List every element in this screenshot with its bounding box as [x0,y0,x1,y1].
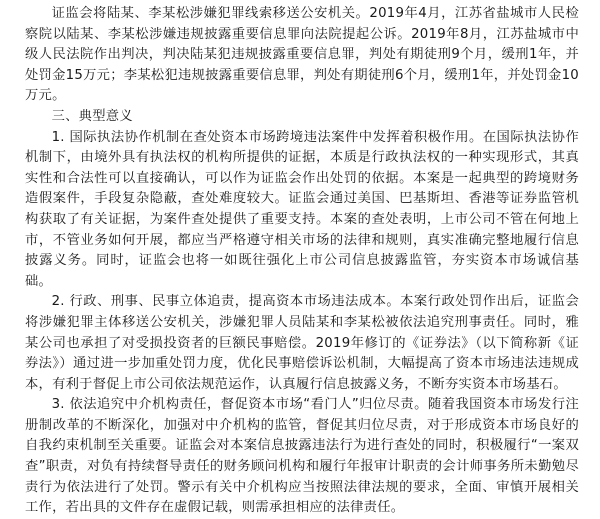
paragraph-point-2-liability: 2. 行政、刑事、民事立体追责，提高资本市场违法成本。本案行政处罚作出后，证监会将涉嫌犯罪主体移送公安机关，涉嫌犯罪人员陆某和李某松被依法追究刑事责任。同时，雅某公司也承担了对受损投资者的巨额民事赔偿。2019年修订的《证券法》（以下简称新《证券法》）通过进一步加重处罚力度，优化民事赔偿诉讼机制，大幅提高了资本市场违法违规成本，有利于督促上市公司依法规范运作，认真履行信息披露义务，不断夯实资本市场基石。 [25,294,579,392]
section-heading-typical-significance: 三、典型意义 [51,108,133,124]
paragraph-criminal-referral: 证监会将陆某、李某松涉嫌犯罪线索移送公安机关。2019年4月，江苏省盐城市人民检察院以陆某、李某松涉嫌违规披露重要信息罪向法院提起公诉。2019年8月，江苏盐城市中级人民法院作出判决，判决陆某犯违规披露重要信息罪，判处有期徒刑9个月，缓刑1年，并处罚金15万元；李某松犯违规披露重要信息罪，判处有期徒刑6个月，缓刑1年，并处罚金10万元。 [25,6,579,104]
paragraph-point-1-international-cooperation: 1. 国际执法协作机制在查处资本市场跨境违法案件中发挥着积极作用。在国际执法协作机制下，由境外具有执法权的机构所提供的证据，本质是行政执法权的一种实现形式，其真实性和合法性可以直接确认，可以作为证监会作出处罚的依据。本案是一起典型的跨境财务造假案件，手段复杂隐蔽，查处难度较大。证监会通过美国、巴基斯坦、香港等证券监管机构获取了有关证据，为案件查处提供了重要支持。本案的查处表明，上市公司不管在何地上市，不管业务如何开展，都应当严格遵守相关市场的法律和规则，真实准确完整地履行信息披露义务。同时，证监会也将一如既往强化上市公司信息披露监管，夯实资本市场诚信基础。 [25,129,579,289]
paragraph-point-3-intermediaries: 3. 依法追究中介机构责任，督促资本市场“看门人”归位尽责。随着我国资本市场发行注册制改革的不断深化，加强对中介机构的监管，督促其归位尽责，对于形成资本市场良好的自我约束机制至关重要。证监会对本案信息披露违法行为进行查处的同时，积极履行“一案双查”职责，对负有持续督导责任的财务顾问机构和履行年报审计职责的会计师事务所未勤勉尽责行为依法进行了处罚。警示有关中介机构应当按照法律法规的要求，全面、审慎开展相关工作，若出具的文件存在虚假记载，则需承担相应的法律责任。 [25,397,579,516]
